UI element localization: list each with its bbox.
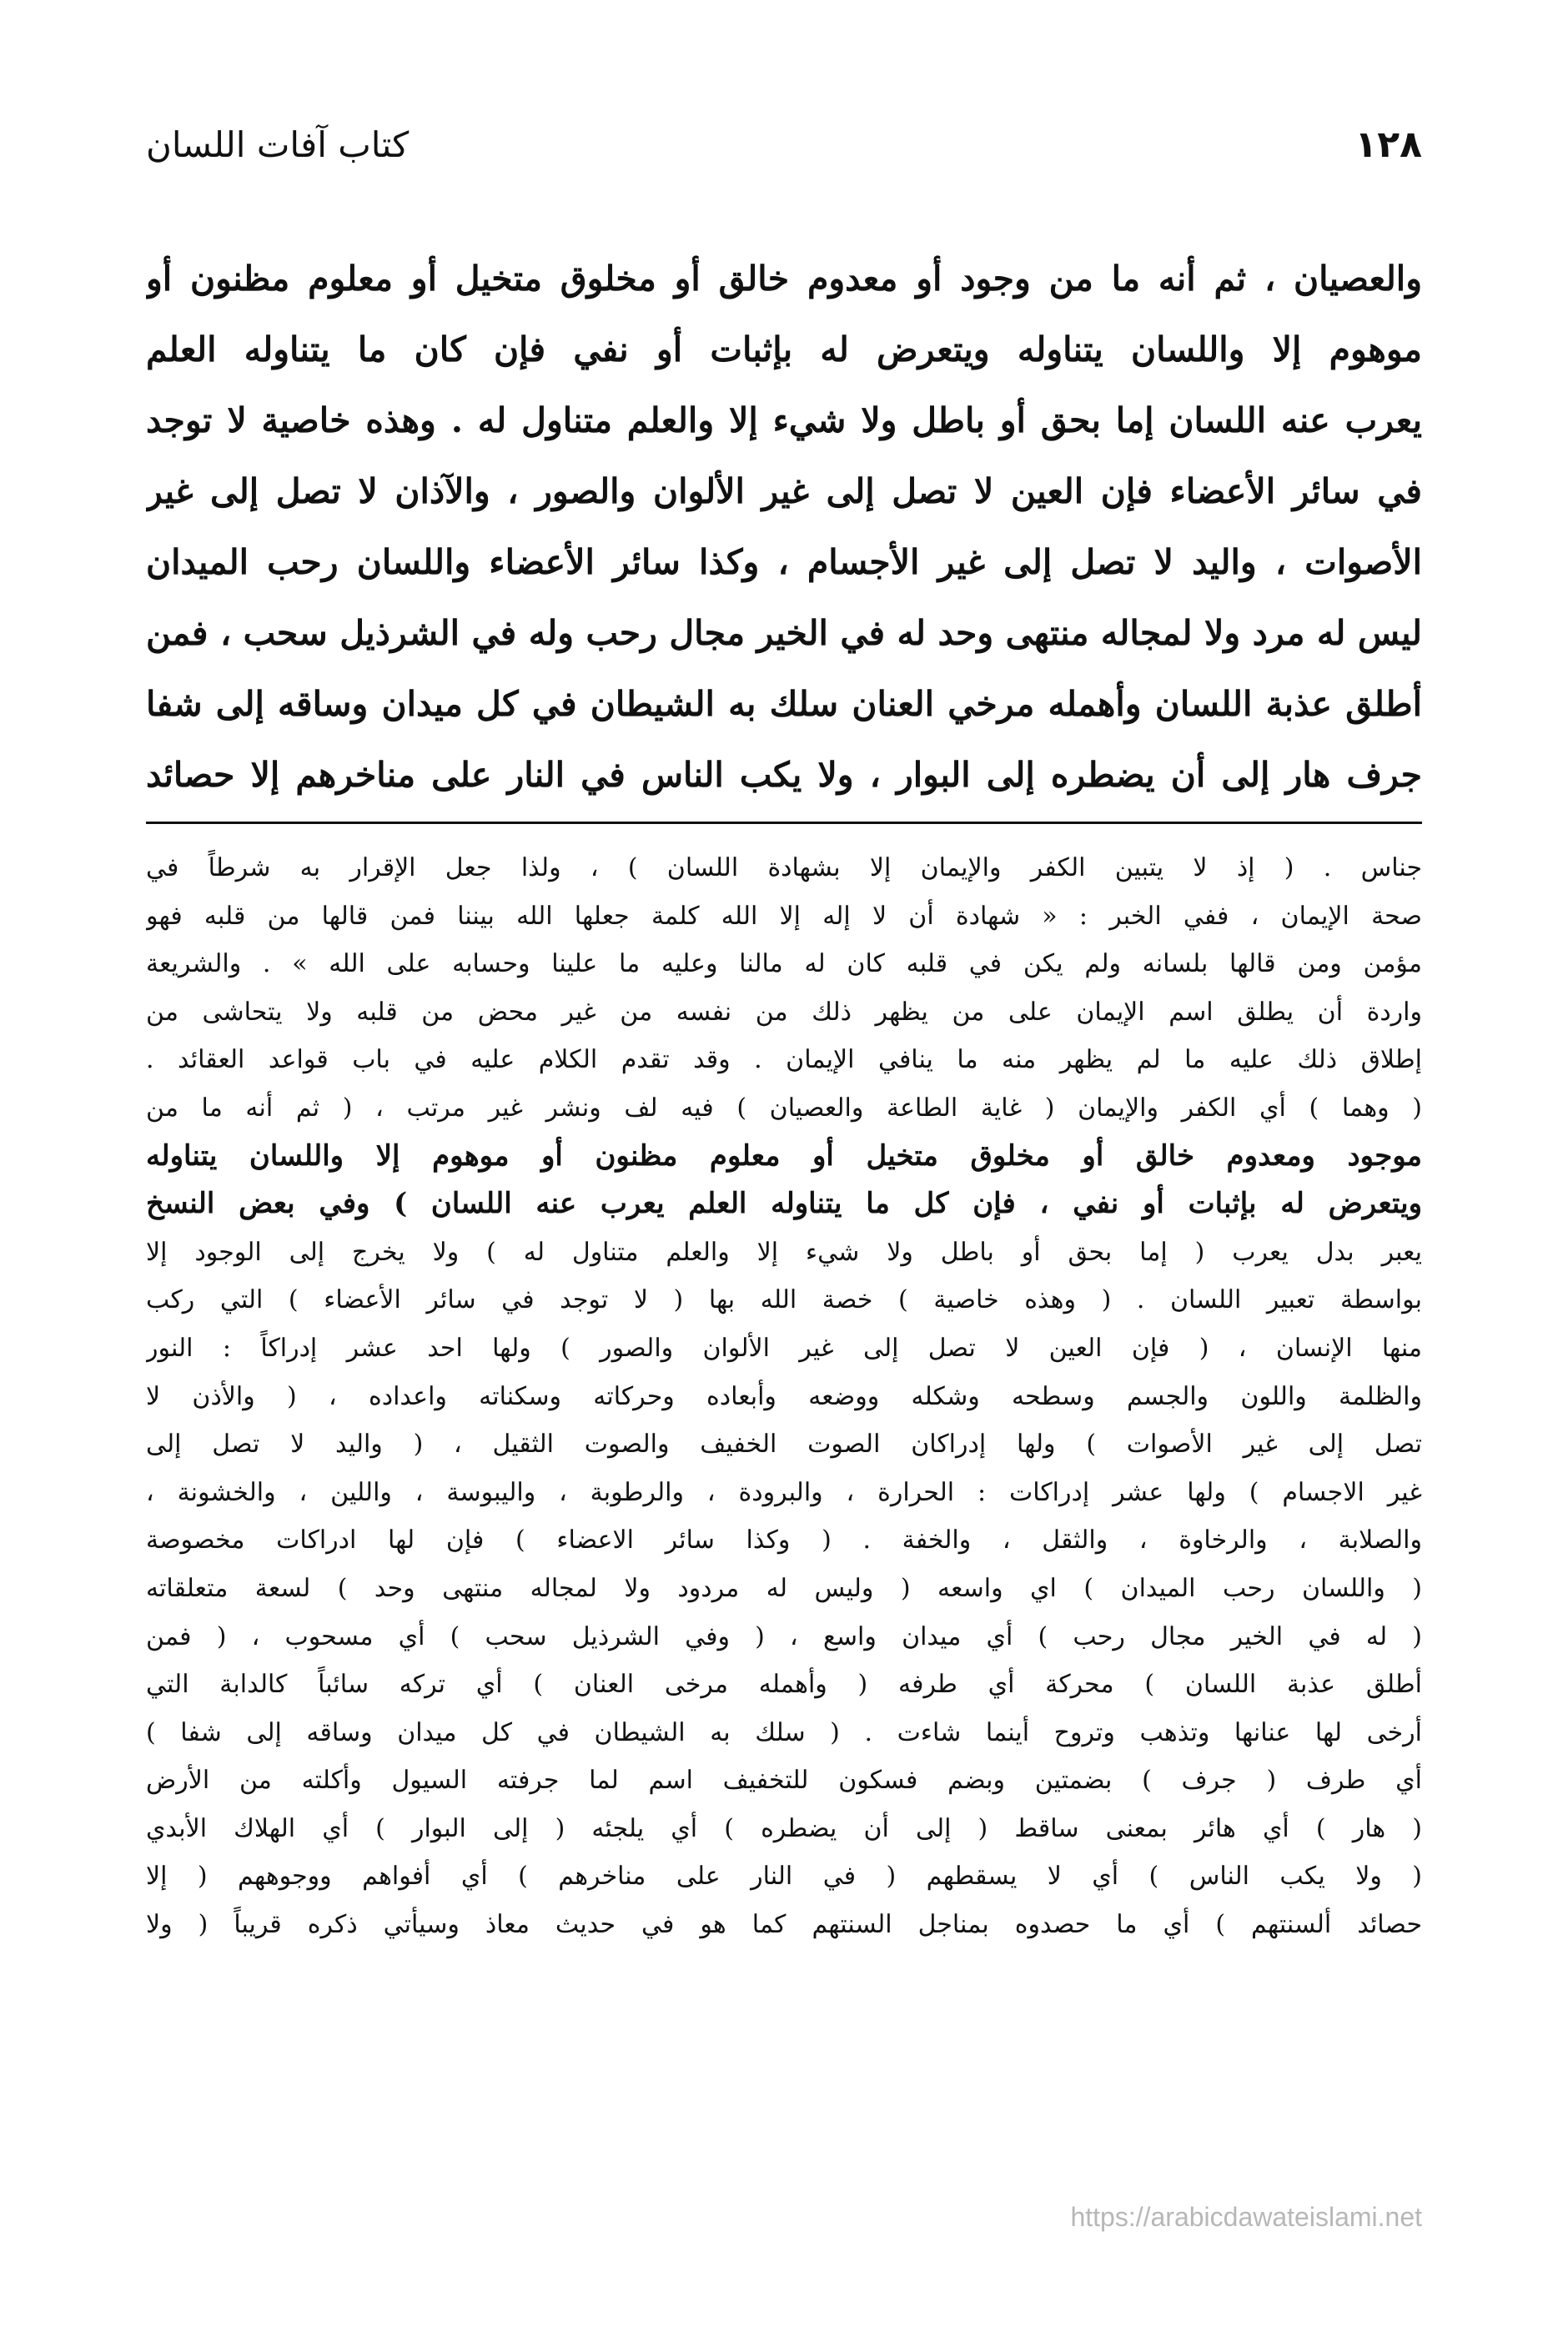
commentary-line: واردة أن يطلق اسم الإيمان على من يظهر ذلك من نفسه من غير محض من قلبه ولا يتحاشى من (146, 997, 1422, 1027)
main-text-block (146, 244, 1422, 811)
main-text-line: ليس له مرد ولا لمجاله منتهى وحد له في الخير مجال رحب وله في الشرذيل سحب ، فمن (146, 613, 1422, 653)
commentary-line: ( واللسان رحب الميدان ) اي واسعه ( وليس له مردود ولا لمجاله منتهى وحد ) لسعة متعلقاته (146, 1573, 1422, 1603)
book-title: كتاب آفات اللسان (146, 124, 410, 165)
main-text-line: موهوم إلا واللسان يتناوله ويتعرض له بإثبات أو نفي فإن كان ما يتناوله العلم (146, 329, 1422, 369)
commentary-line: يعبر بدل يعرب ( إما بحق أو باطل ولا شيء إلا والعلم متناول له ) ولا يخرج إلى الوجود إلا (146, 1237, 1422, 1267)
commentary-line: ( وهما ) أي الكفر والإيمان ( غاية الطاعة والعصيان ) فيه لف ونشر غير مرتب ، ( ثم أنه ما من (146, 1093, 1422, 1123)
commentary-line: تصل إلى غير الأصوات ) ولها إدراكان الصوت الخفيف والصوت الثقيل ، ( واليد لا تصل إلى (146, 1430, 1422, 1460)
commentary-line: صحة الإيمان ، ففي الخبر : « شهادة أن لا إله إلا الله كلمة جعلها الله بيننا فمن قالها من قلبه فهو (146, 901, 1422, 931)
commentary-line: أطلق عذبة اللسان ) محركة أي طرفه ( وأهمله مرخى العنان ) أي تركه سائباً كالدابة التي (146, 1670, 1422, 1700)
page-header (146, 123, 1422, 182)
commentary-line: أرخى لها عنانها وتذهب وتروح أينما شاءت . ( سلك به الشيطان في كل ميدان وساقه إلى شفا ) (146, 1717, 1422, 1747)
main-text-line: والعصيان ، ثم أنه ما من وجود أو معدوم خالق أو مخلوق متخيل أو معلوم مظنون أو (146, 259, 1422, 299)
commentary-line: غير الاجسام ) ولها عشر إدراكات : الحرارة ، والبرودة ، والرطوبة ، واليبوسة ، واللين ، والخشونة ، (146, 1477, 1422, 1507)
commentary-line: والصلابة ، والرخاوة ، والثقل ، والخفة . ( وكذا سائر الاعضاء ) فإن لها ادراكات مخصوصة (146, 1525, 1422, 1556)
commentary-line: إطلاق ذلك عليه ما لم يظهر منه ما ينافي الإيمان . وقد تقدم الكلام عليه في باب قواعد العقائد . (146, 1045, 1422, 1075)
commentary-block (146, 844, 1422, 1949)
commentary-line: حصائد ألسنتهم ) أي ما حصدوه بمناجل السنتهم كما هو في حديث معاذ وسيأتي ذكره قريباً ( ولا (146, 1910, 1422, 1940)
watermark-url: https://arabicdawateislami.net (1070, 2202, 1422, 2232)
commentary-line: ( هار ) أي هائر بمعنى ساقط ( إلى أن يضطره ) أي يلجئه ( إلى البوار ) أي الهلاك الأبدي (146, 1813, 1422, 1843)
commentary-line: أي طرف ( جرف ) بضمتين وبضم فسكون للتخفيف اسم لما جرفته السيول وأكلته من الأرض (146, 1766, 1422, 1796)
main-text-line: الأصوات ، واليد لا تصل إلى غير الأجسام ، وكذا سائر الأعضاء واللسان رحب الميدان (146, 542, 1422, 582)
main-text-line: في سائر الأعضاء فإن العين لا تصل إلى غير الألوان والصور ، والآذان لا تصل إلى غير (146, 471, 1422, 511)
commentary-line: ويتعرض له بإثبات أو نفي ، فإن كل ما يتناوله العلم يعرب عنه اللسان ) وفي بعض النسخ (146, 1187, 1422, 1221)
separator-rule (146, 822, 1422, 824)
commentary-line: موجود ومعدوم خالق أو مخلوق متخيل أو معلوم مظنون أو موهوم إلا واللسان يتناوله (146, 1138, 1422, 1173)
page-number: ١٢٨ (1354, 123, 1422, 166)
commentary-line: مؤمن ومن قالها بلسانه ولم يكن في قلبه كان له مالنا وعليه ما علينا وحسابه على الله » . والشريعة (146, 949, 1422, 979)
commentary-line: ( ولا يكب الناس ) أي لا يسقطهم ( في النار على مناخرهم ) أي أفواهم ووجوههم ( إلا (146, 1862, 1422, 1892)
commentary-line: ( له في الخير مجال رحب ) أي ميدان واسع ، ( وفي الشرذيل سحب ) أي مسحوب ، ( فمن (146, 1621, 1422, 1651)
main-text-line: جرف هار إلى أن يضطره إلى البوار ، ولا يكب الناس في النار على مناخرهم إلا حصائد (146, 755, 1422, 795)
commentary-line: والظلمة واللون والجسم وسطحه وشكله ووضعه وأبعاده وحركاته وسكناته واعداده ، ( والأذن لا (146, 1381, 1422, 1411)
main-text-line: أطلق عذبة اللسان وأهمله مرخي العنان سلك به الشيطان في كل ميدان وساقه إلى شفا (146, 684, 1422, 724)
commentary-line: بواسطة تعبير اللسان . ( وهذه خاصية ) خصة الله بها ( لا توجد في سائر الأعضاء ) التي ركب (146, 1285, 1422, 1315)
commentary-line: جناس . ( إذ لا يتبين الكفر والإيمان إلا بشهادة اللسان ) ، ولذا جعل الإقرار به شرطاً في (146, 853, 1422, 882)
main-text-line: يعرب عنه اللسان إما بحق أو باطل ولا شيء إلا والعلم متناول له . وهذه خاصية لا توجد (146, 400, 1422, 440)
commentary-line: منها الإنسان ، ( فإن العين لا تصل إلى غير الألوان والصور ) ولها احد عشر إدراكاً : النور (146, 1333, 1422, 1363)
